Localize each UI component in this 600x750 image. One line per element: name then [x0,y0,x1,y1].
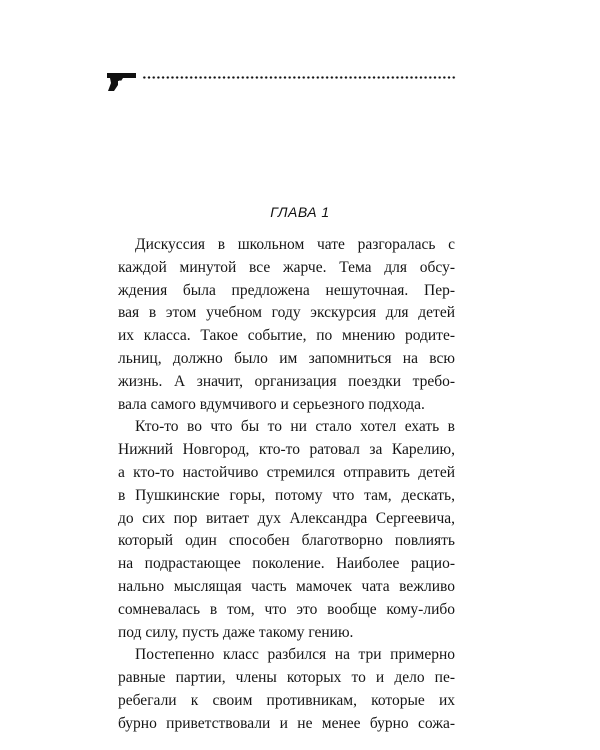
text-line: сомневалась в том, что это вообще кому-либо [118,600,455,618]
paragraph [118,416,455,644]
text-line: Дискуссия в школьном чате разгоралась с [135,236,455,253]
revolver-icon [106,72,138,92]
text-line: их класса. Такое событие, по мнению родите- [118,327,455,345]
chapter-ornament [106,72,456,92]
text-line: нально мыслящая часть мамочек чата вежливо [118,577,455,595]
dotted-rule [142,76,456,79]
text-line: ждения была предложена нешуточная. Пер- [118,281,455,299]
text-line: Нижний Новгород, кто-то ратовал за Карелию, [118,441,455,459]
chapter-text [118,234,455,736]
paragraph [118,234,455,416]
text-line: вая в этом учебном году экскурсия для детей [118,304,455,322]
text-line: который один способен благотворно повлиять [118,532,455,550]
text-line: равные партии, члены которых то и дело пе- [118,669,455,687]
text-line: вала самого вдумчивого и серьезного подхода. [118,395,425,413]
text-line: а кто-то настойчиво стремился отправить детей [118,463,455,481]
chapter-title: ГЛАВА 1 [270,204,330,220]
text-line: под силу, пусть даже такому гению. [118,623,354,641]
text-line: каждой минутой все жарче. Тема для обсу- [118,258,455,276]
text-line: Кто-то во что бы то ни стало хотел ехать в [135,418,455,436]
text-line: ребегали к своим противникам, которые их [118,691,455,709]
paragraph [118,644,455,735]
text-line: до сих пор витает дух Александра Сергеевича, [118,509,455,527]
text-line: бурно приветствовали и не менее бурно сожа- [118,714,455,732]
text-line: льниц, должно было им запомниться на всю [118,349,455,367]
text-line: на подрастающее поколение. Наиболее рацио- [118,555,455,573]
text-line: Постепенно класс разбился на три примерно [135,646,455,664]
text-line: в Пушкинские горы, потому что там, дескать, [118,486,455,504]
text-line: жизнь. А значит, организация поездки требо- [118,372,455,390]
